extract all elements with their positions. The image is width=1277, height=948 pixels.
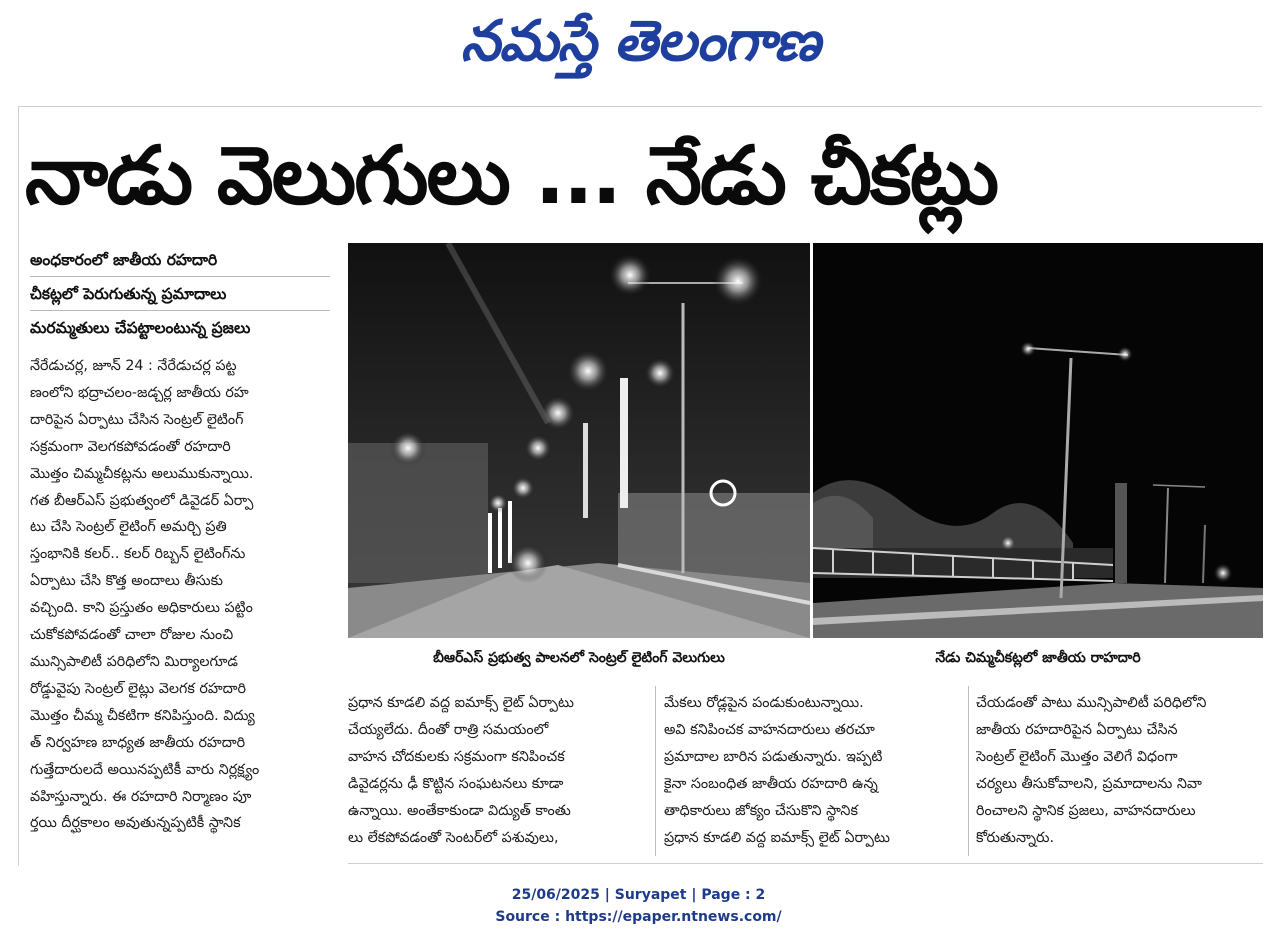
column-divider <box>968 686 969 856</box>
article-line: త్ నిర్వహణ బాధ్యత జాతీయ రహదారి <box>30 734 246 751</box>
article-line: మొత్తం చీమ్మ చీకటిగా కనిపిస్తుంది. విద్యు <box>30 707 255 724</box>
article-line: కైనా సంబంధిత జాతీయ రహదారి ఉన్న <box>664 775 878 792</box>
article-line: గత బీఆర్ఎస్ ప్రభుత్వంలో డివైడర్ ఏర్పా <box>30 492 254 509</box>
article-line: ప్రమాదాల బారిన పడుతున్నారు. ఇప్పటి <box>664 748 883 765</box>
article-line: జాతీయ రహదారిపైన ఏర్పాటు చేసిన <box>976 721 1178 738</box>
article-line: చేయ్యలేదు. దీంతో రాత్రి సమయంలో <box>348 721 549 738</box>
subheading-divider <box>30 310 330 311</box>
photo-lit-road <box>348 243 810 638</box>
article-line: టు చేసి సెంట్రల్ లైటింగ్ అమర్చి ప్రతి <box>30 519 227 536</box>
article-line: స్తంభానికి కలర్.. కలర్ రిబ్బన్ లైటింగ్‌ను <box>30 546 246 563</box>
article-line: ణంలోని భద్రాచలం-జడ్చర్ల జాతీయ రహ <box>30 384 249 401</box>
article-line: ప్రధాన కూడలి వద్ద ఐమాక్స్ లైట్ ఏర్పాటు <box>348 695 574 711</box>
article-line: తాధికారులు జోక్యం చేసుకొని స్థానిక <box>664 802 858 819</box>
subheading-1: అంధకారంలో జాతీయ రహదారి <box>30 251 218 269</box>
headline: నాడు వెలుగులు ... నేడు చీకట్లు <box>25 129 998 222</box>
article-line: చుకోకపోవడంతో చాలా రోజుల నుంచి <box>30 627 234 644</box>
photo-dark-road <box>813 243 1263 638</box>
article-line: సక్రమంగా వెలగకపోవడంతో రహదారి <box>30 438 231 455</box>
article-line: కోరుతున్నారు. <box>976 829 1055 846</box>
article-line: ఏర్పాటు చేసి కొత్త అందాలు తీసుకు <box>30 573 223 590</box>
article-line: రోడ్డువైపు సెంట్రల్ లైట్లు వెలగక రహదారి <box>30 680 246 697</box>
article-line: లు లేకపోవడంతో సెంటర్‌లో పశువులు, <box>348 829 559 846</box>
article-line: మేకలు రోడ్లపైన పండుకుంటున్నాయి. <box>664 695 864 711</box>
left-border <box>18 106 19 866</box>
masthead-logo: నమస్తే తెలంగాణ <box>460 8 820 74</box>
article-line: మున్సిపాలిటీ పరిధిలోని మిర్యాలగూడ <box>30 653 238 670</box>
article-line: డివైడర్లను ఢీ కొట్టిన సంఘటనలు కూడా <box>348 775 564 792</box>
footer-edition-info: 25/06/2025 | Suryapet | Page : 2 <box>511 887 766 903</box>
article-line: గుత్తేదారులదే అయినప్పటికీ వారు నిర్లక్ష్యం <box>30 761 260 778</box>
subheading-divider <box>30 276 330 277</box>
article-line: రించాలని స్థానిక ప్రజలు, వాహనదారులు <box>976 802 1196 819</box>
dark-road-image <box>813 243 1263 638</box>
article-line: సెంట్రల్ లైటింగ్ మొత్తం వెలిగే విధంగా <box>976 748 1178 765</box>
article-line: దారిపైన ఏర్పాటు చేసిన సెంట్రల్ లైటింగ్ <box>30 411 244 428</box>
article-line: ర్తయి దీర్ఘకాలం అవుతున్నప్పటికీ స్థానిక <box>30 815 241 832</box>
article-column-4 <box>976 690 1266 851</box>
footer-source-link[interactable]: Source : https://epaper.ntnews.com/ <box>495 909 782 925</box>
subheading-3: మరమ్మతులు చేపట్టాలంటున్న ప్రజలు <box>30 319 251 337</box>
bottom-divider <box>348 863 1263 864</box>
article-line: నేరేడుచర్ల, జూన్ 24 : నేరేడుచర్ల పట్ట <box>30 358 237 374</box>
article-column-1 <box>30 353 348 837</box>
top-divider <box>18 106 1262 107</box>
article-column-2 <box>348 690 648 851</box>
article-line: చర్యలు తీసుకోవాలని, ప్రమాదాలను నివా <box>976 775 1202 792</box>
article-line: మొత్తం చిమ్మచీకట్లను అలుముకున్నాయి. <box>30 465 254 482</box>
subheading-2: చీకట్లలో పెరుగుతున్న ప్రమాదాలు <box>30 285 227 303</box>
article-line: ఉన్నాయి. అంతేకాకుండా విద్యుత్ కాంతు <box>348 802 571 819</box>
photo-caption-right: నేడు చిమ్మచీకట్లలో జాతీయ రాహదారి <box>935 650 1141 666</box>
column-divider <box>655 686 656 856</box>
article-line: వహిస్తున్నారు. ఈ రహదారి నిర్మాణం పూ <box>30 788 252 805</box>
article-line: వచ్చింది. కాని ప్రస్తుతం అధికారులు పట్టిం <box>30 600 253 617</box>
article-line: అవి కనిపించక వాహనదారులు తరచూ <box>664 721 875 738</box>
article-line: చేయడంతో పాటు మున్సిపాలిటీ పరిధిలోని <box>976 695 1207 711</box>
article-column-3 <box>664 690 964 851</box>
article-line: ప్రధాన కూడలి వద్ద ఐమాక్స్ లైట్ ఏర్పాటు <box>664 829 890 846</box>
article-line: వాహన చోదకులకు సక్రమంగా కనిపించక <box>348 748 565 765</box>
photo-caption-left: బీఆర్ఎస్ ప్రభుత్వ పాలనలో సెంట్రల్ లైటింగ్ వెలుగులు <box>433 650 725 666</box>
lit-road-image <box>348 243 810 638</box>
